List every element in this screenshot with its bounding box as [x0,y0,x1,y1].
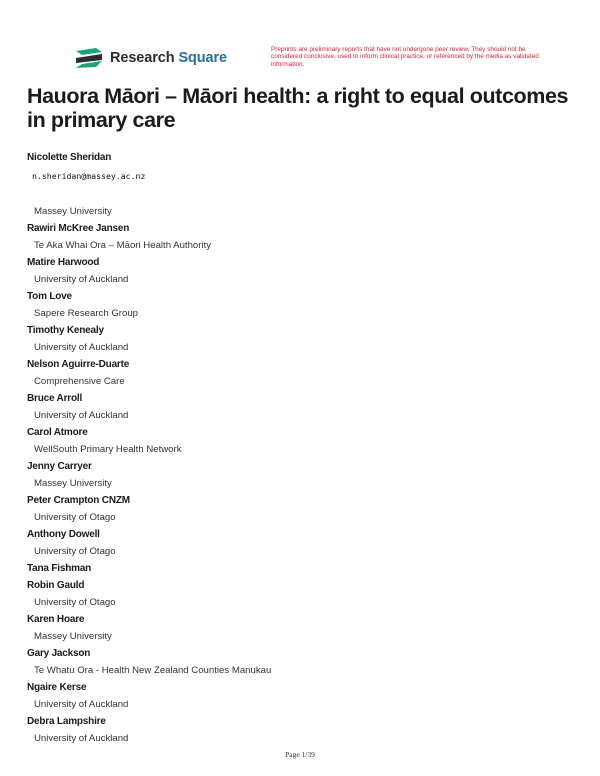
author-affiliation: Te Whatu Ora - Health New Zealand Counties Manukau [34,665,272,676]
corresponding-author-email[interactable]: n.sheridan@massey.ac.nz [32,171,146,181]
author-affiliation: University of Otago [34,597,116,608]
author-name: Robin Gauld [27,580,85,591]
spacer [27,188,567,203]
preprint-disclaimer: Preprints are preliminary reports that have not undergone peer review. They should not be considered conclusive, used to inform clinical practice, or referenced by the media as validated information. [271,46,539,68]
page-number: Page 1/39 [285,750,315,759]
corresponding-author-name: Nicolette Sheridan [27,152,112,163]
author-name: Peter Crampton CNZM [27,495,130,506]
author-affiliation: University of Auckland [34,699,129,710]
logo-text-main: Research [110,50,175,66]
logo-wordmark [110,50,227,66]
author-name: Matire Harwood [27,257,100,268]
author-name: Gary Jackson [27,648,91,659]
author-affiliation: WellSouth Primary Health Network [34,444,182,455]
author-affiliation: Te Aka Whai Ora – Māori Health Authority [34,240,212,251]
author-affiliation: University of Auckland [34,410,129,421]
author-affiliation: University of Auckland [34,342,129,353]
research-square-logo-icon [76,48,104,68]
author-affiliation: Sapere Research Group [34,308,138,319]
author-name: Karen Hoare [27,614,85,625]
author-name: Ngaire Kerse [27,682,87,693]
page-header [76,46,539,76]
paper-title: Hauora Māori – Māori health: a right to equal outcomes in primary care [27,84,569,132]
author-name: Tana Fishman [27,563,92,574]
author-list [27,149,567,747]
author-name: Timothy Kenealy [27,325,104,336]
author-rows [27,220,567,747]
research-square-logo[interactable] [76,48,227,68]
author-affiliation: Massey University [34,631,112,642]
author-name: Debra Lampshire [27,716,106,727]
author-name: Nelson Aguirre-Duarte [27,359,130,370]
author-affiliation: University of Auckland [34,274,129,285]
author-affiliation: University of Otago [34,546,116,557]
author-name: Jenny Carryer [27,461,92,472]
author-name: Tom Love [27,291,72,302]
logo-text-accent: Square [178,50,227,66]
author-name: Carol Atmore [27,427,88,438]
author-name: Rawiri McKree Jansen [27,223,130,234]
corresponding-author-affiliation: Massey University [34,206,112,217]
author-affiliation: University of Otago [34,512,116,523]
author-name: Anthony Dowell [27,529,100,540]
author-affiliation: University of Auckland [34,733,129,744]
author-name: Bruce Arroll [27,393,83,404]
author-affiliation: Massey University [34,478,112,489]
author-affiliation: Comprehensive Care [34,376,125,387]
